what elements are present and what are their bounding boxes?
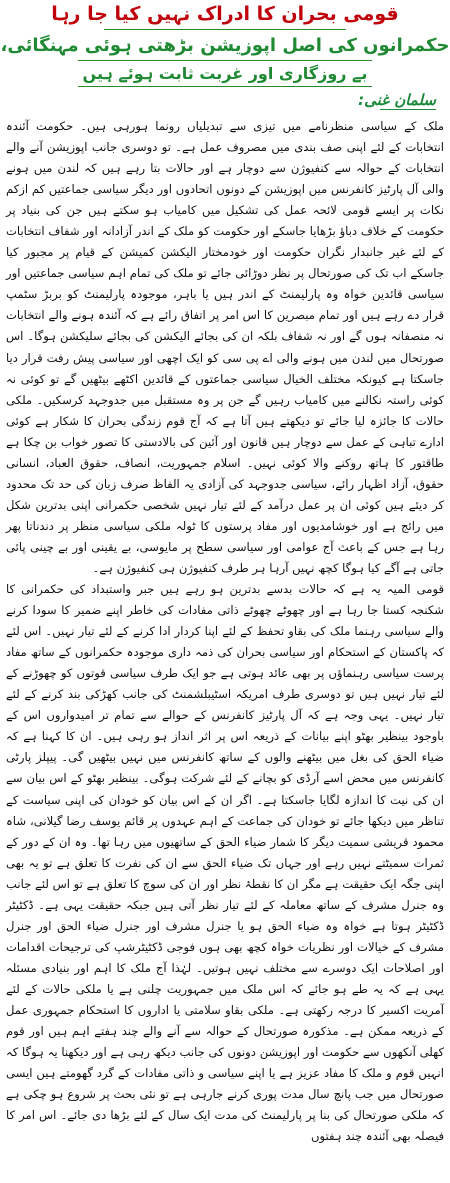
article-paragraph-1: ملک کے سیاسی منظرنامے میں تیزی سے تبدیلیاں رونما ہورہی ہیں۔ حکومت آئندہ انتخابات کے لئے اپنی صف بندی میں مصروف عمل ہے۔ تو دوسری جانب اپوزیشن آنے والے انتخابات کے حوالہ سے کنفیوژن سے دوچار ہے اور حالات بتا رہے ہیں کہ لندن میں ہونے والی آل پارٹیز کانفرنس میں اپوزیشن کے دونوں اتحادوں اور دیگر سیاسی جماعتیں کم ازکم نکات پر ایسے قومی لائحہ عمل کی تشکیل میں کامیاب ہو سکتے ہیں جن کی بنیاد پر حکومت کے خلاف دباؤ بڑھایا جاسکے اور حکومت کو ملک کے اندر آزادانہ اور شفاف انتخابات کے لئے غیر جانبدار نگران حکومت اور خودمختار الیکشن کمیشن کے قیام پر مجبور کیا جاسکے اب تک کی صورتحال پر نظر دوڑائی جائے تو ملک کی تمام اہم سیاسی جماعتیں اور سیاسی قائدین خواہ وہ پارلیمنٹ کے اندر ہیں یا باہر، موجودہ پارلیمنٹ کو بربڑ سٹمپ قرار دے رہے ہیں اور تمام مبصرین کا اس امر پر اتفاق رائے ہے کہ آئندہ ہونے والے انتخابات نہ منصفانہ ہوں گے اور نہ شفاف بلکہ ان کی بجائے الیکشن کی بجائے سلیکشن ہوگا۔ اس صورتحال میں لندن میں ہونے والی اے پی سی کو ایک اچھی اور سیاسی پیش رفت قرار دیا جاسکتا ہے کیونکہ مختلف الخیال سیاسی جماعتوں کے قائدین اکٹھے بیٹھیں گے تو کوئی نہ کوئی راستہ نکالنے میں کامیاب رہیں گے جن پر وہ مستقبل میں جدوجہد کرسکیں۔ ملکی حالات کا جائزہ لیا جائے تو دیکھتے ہیں آتا ہے کہ آج قوم زندگی بحران کا شکار ہے کوئی ادارے تباہی کے عمل سے دوچار ہیں قانون اور آئین کی بالادستی کا تصور خواب بن چکا ہے طاقتور کا ہاتھ روکنے والا کوئی نہیں۔ اسلام جمہوریت، انصاف، حقوق العباد، انسانی حقوق، آزاد اظہار رائے، سیاسی جدوجہد کی آزادی یہ الفاظ صرف زبان کی حد تک محدود کر دیئے ہیں کوئی ان پر عمل درآمد کے لئے تیار نہیں شخصی حکمرانی اپنی بدترین شکل میں رائج ہے اور خوشامدیوں اور مفاد پرستوں کا ٹولہ ملکی سیاسی منظر پر دندناتا پھر رہا ہے جس کے باعث آج عوامی اور سیاسی سطح پر مایوسی، بے یقینی اور بے چینی پائی جاتی ہے آگے کیا ہوگا کچھ نہیں آرہا ہر طرف کنفیوژن ہی کنفیوژن ہے۔ bbox=[6, 119, 444, 575]
article-body bbox=[6, 116, 444, 1147]
article-paragraph-2: قومی المیہ یہ ہے کہ حالات بدسے بدترین ہو رہے ہیں جبر واستبداد کی حکمرانی کا شکنجہ کستا جا رہا ہے اور چھوٹے چھوٹے ذاتی مفادات کی خاطر اپنے ضمیر کا سودا کرنے والے سیاسی رہنما ملک کی بقاو تحفظ کے لئے اپنا کردار ادا کرنے کے لئے تیار نہیں۔ اس لئے کہ پاکستان کے استحکام اور سیاسی بحران کی ذمہ داری موجودہ حکمرانوں کے ساتھ مفاد پرست سیاسی رہنماؤں پر بھی عائد ہوتی ہے جو ایک طرف سیاسی قوتوں کو چھوڑنے کے لئے تیار نہیں ہیں تو دوسری طرف امریکہ اسٹیبلشمنٹ کی جانب کھڑکی بند کرنے کے لئے تیار نہیں۔ یہی وجہ ہے کہ آل پارٹیز کانفرنس کے حوالے سے تمام تر امیدواروں اس کے باوجود بینظیر بھٹو اپنے بیانات کے ذریعہ اس پر اثر انداز ہو رہی ہیں۔ ان کا کہنا ہے کہ ضیاء الحق کی بغل میں بیٹھنے والوں کے ساتھ کانفرنس میں نہیں بیٹھیں گی۔ پیپلز پارٹی کانفرنس میں محض اسے آرڈی کو بچانے کے لئے شرکت ہوگی۔ بینظیر بھٹو کے اس بیان سے ان کی نیت کا اندازہ لگایا جاسکتا ہے۔ اگر ان کے اس بیان کو خودان کی اپنی سیاست کے تناظر میں دیکھا جائے تو خودان کی جماعت کے اہم عہدوں پر قائم یوسف رضا گیلانی، شاہ محمود قریشی سمیت دیگر کا شمار ضیاء الحق کے ساتھیوں میں رہا تھا۔ وہ ان کے دور کے ثمرات سمیٹتے نہیں رہے اور جہاں تک ضیاء الحق سے ان کی نفرت کا تعلق ہے تو یہ بھی اپنی جگہ ایک حقیقت ہے مگر ان کا نقطۂ نظر اور ان کی سوچ کا تعلق ہے تو اس لئے جانب وہ جنرل مشرف کے ساتھ معاملہ کے لئے تیار نظر آتی ہیں جبکہ حقیقت یہی ہے۔ ڈکٹیٹر ڈکٹیٹر ہوتا ہے خواہ وہ ضیاء الحق ہو یا جنرل مشرف اور جنرل ضیاء الحق اور جنرل مشرف کے خیالات اور نظریات خواہ کچھ بھی ہوں فوجی ڈکٹیٹرشپ کی ترجیحات اقدامات اور اصلاحات ایک دوسرے سے مختلف نہیں ہوتیں۔ لہٰذا آج ملک کا اہم اور بنیادی مسئلہ یہی ہے کہ یہ طے ہو جائے کہ اس ملک میں جمہوریت چلنی ہے یا ملکی حالات کے لئے آمریت اکسیر کا درجہ رکھتی ہے۔ ملکی بقاو سلامتی یا اداروں کا استحکام جمہوری عمل کے ذریعہ ممکن ہے۔ مذکورہ صورتحال کے حوالہ سے آنے والے چند ہفتے اہم ہیں اور قوم کھلی آنکھوں سے حکومت اور اپوزیشن دونوں کی جانب دیکھ رہی ہے اور دیکھنا یہ ہوگا کہ انہیں قوم و ملک کا مفاد عزیز ہے یا اپنے سیاسی و ذاتی مفادات کے گرد گھومتے ہیں ایسی صورتحال میں جب پانچ سال مدت پوری کرنے جارہی ہے تو نئی بحث پر شروع ہو چکی ہے کہ ملکی صورتحال کی بنا پر پارلیمنٹ کی مدت ایک سال کے لئے بڑھا دی جائے۔ اس امر کا فیصلہ بھی آئندہ چند ہفتوں bbox=[6, 582, 444, 1144]
headline-underline bbox=[104, 29, 346, 30]
subheadline-1: حکمرانوں کی اصل اپوزیشن بڑھتی ہوئی مہنگائی، bbox=[0, 35, 450, 56]
headline: قومی بحران کا ادراک نہیں کیا جا رہا bbox=[51, 3, 399, 25]
subheadline-1-underline bbox=[78, 60, 372, 61]
author-byline: سلمان غنی: bbox=[358, 91, 436, 109]
subheadline-2-underline bbox=[78, 86, 372, 87]
subheadline-2: بے روزگاری اور غربت ثابت ہوئے ہیں bbox=[82, 64, 368, 83]
byline-underline bbox=[380, 109, 436, 110]
